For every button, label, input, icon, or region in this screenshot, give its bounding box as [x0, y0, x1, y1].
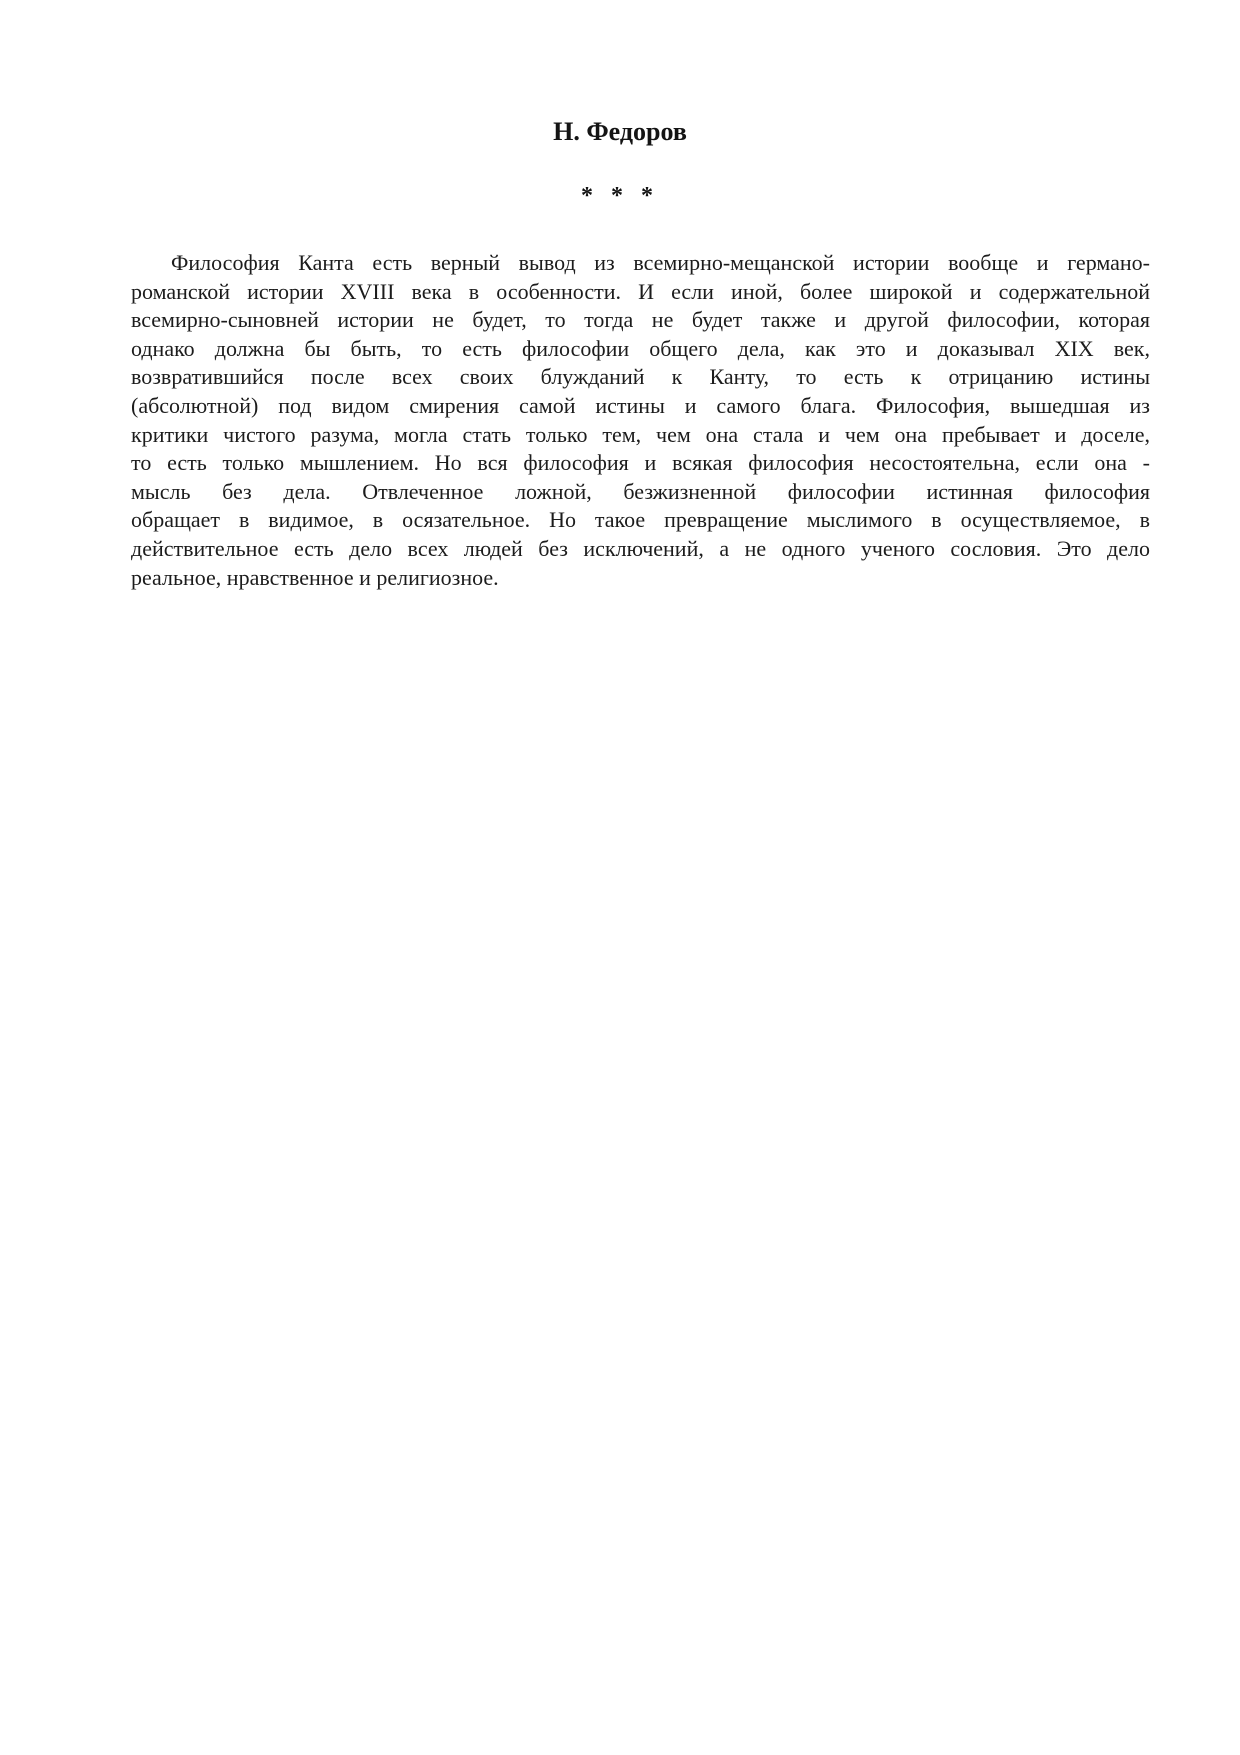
paragraph-line: (абсолютной) под видом смирения самой истины и самого блага. Философия, вышедшая из	[131, 392, 1150, 418]
paragraph-line: романской истории XVIII века в особенности. И если иной, более широкой и содержательной	[131, 278, 1150, 304]
paragraph-line: обращает в видимое, в осязательное. Но такое превращение мыслимого в осуществляемое, в	[131, 507, 1150, 533]
paragraph-line: однако должна бы быть, то есть философии общего дела, как это и доказывал XIX век,	[131, 335, 1150, 361]
paragraph-line: мысль без дела. Отвлеченное ложной, безжизненной философии истинная философия	[131, 478, 1150, 504]
paragraph-line: всемирно-сыновней истории не будет, то тогда не будет также и другой философии, которая	[131, 307, 1150, 333]
section-divider: * * *	[581, 183, 659, 209]
paragraph-line: реальное, нравственное и религиозное.	[131, 564, 499, 590]
paragraph-line: Философия Канта есть верный вывод из всемирно-мещанской истории вообще и германо-	[171, 250, 1150, 275]
paragraph-line: то есть только мышлением. Но вся философия и всякая философия несостоятельна, если она -	[131, 450, 1150, 476]
paragraph-line: критики чистого разума, могла стать только тем, чем она стала и чем она пребывает и доселе,	[131, 421, 1150, 447]
paragraph-line: действительное есть дело всех людей без исключений, а не одного ученого сословия. Это дело	[131, 535, 1150, 561]
paragraph-line: возвратившийся после всех своих блужданий к Канту, то есть к отрицанию истины	[131, 364, 1150, 390]
body-paragraph	[131, 249, 1150, 592]
page-title: Н. Федоров	[553, 117, 687, 146]
